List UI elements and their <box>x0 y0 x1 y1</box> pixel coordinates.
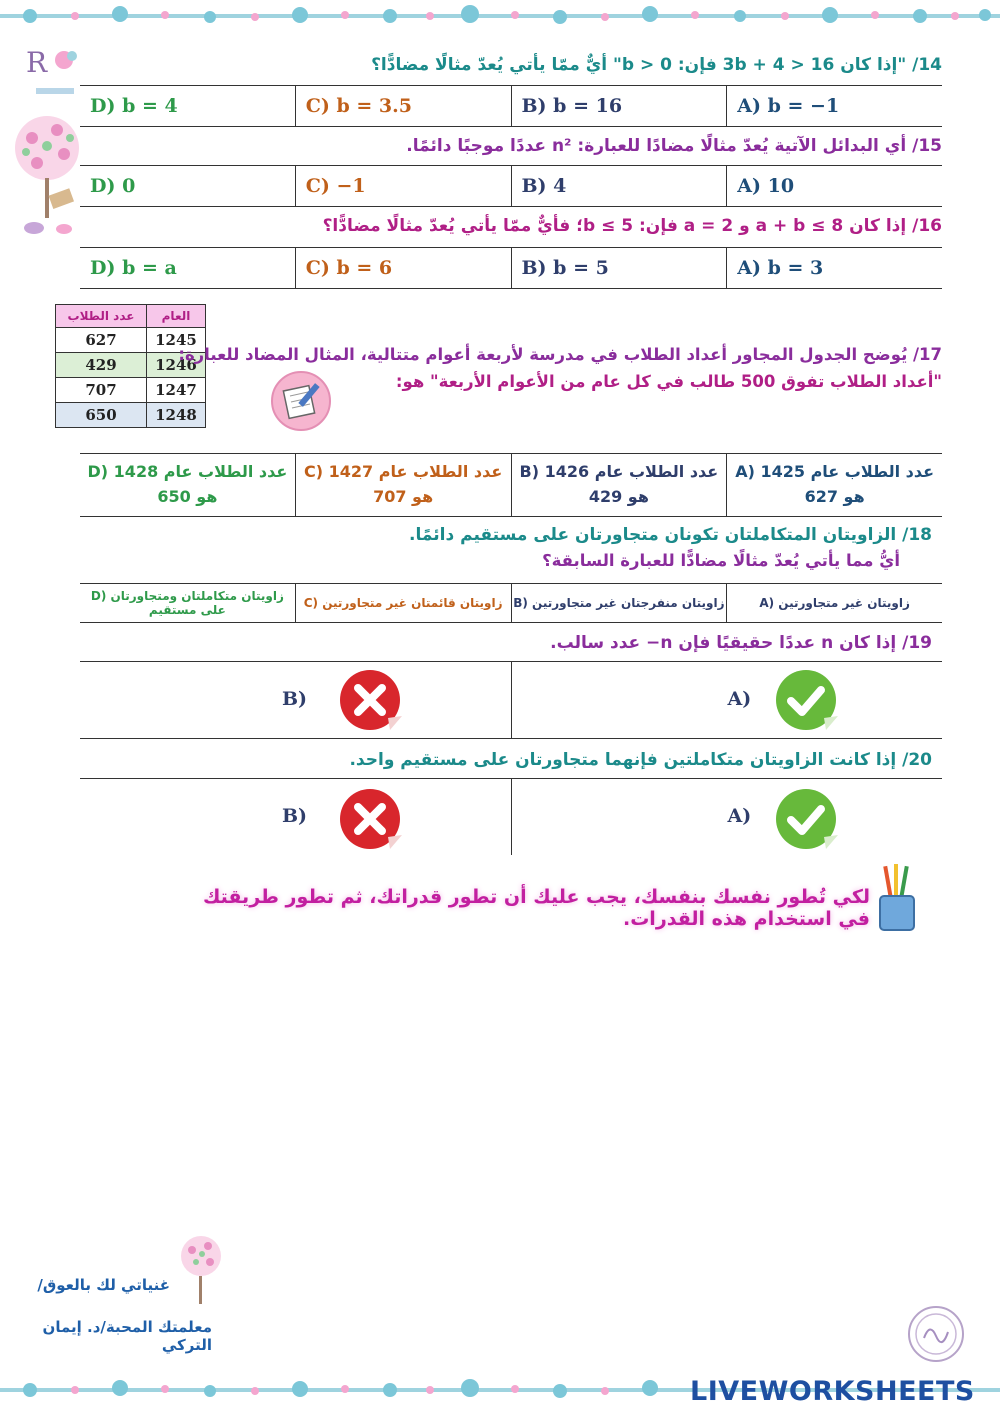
table-cell-count: 429 <box>56 353 147 378</box>
question-14-options <box>80 85 942 127</box>
q17-option-b-line1: عدد الطلاب عام 1426 (B <box>519 462 719 482</box>
q17-option-c-line1: عدد الطلاب عام 1427 (C <box>304 462 503 482</box>
q19-option-b-label: B) <box>282 688 308 710</box>
checkmark-icon <box>774 668 840 732</box>
q18-option-b[interactable]: زاويتان منفرجتان غير متجاورتين (B <box>511 584 727 622</box>
question-15-text: 15/ أي البدائل الآتية يُعدّ مثالًا مضادًا للعبارة: n² عددًا موجبًا دائمًا. <box>406 136 942 156</box>
cross-icon <box>338 787 404 851</box>
liveworksheets-brand[interactable] <box>690 1376 975 1407</box>
q17-option-d-line2: هو 650 <box>157 487 218 506</box>
pencil-cup-icon <box>872 862 922 934</box>
table-cell-year: 1245 <box>147 328 206 353</box>
question-17-line1: 17/ يُوضح الجدول المجاور أعداد الطلاب في مدرسة لأربعة أعوام متتالية، المثال المضاد للعبارة: <box>178 345 942 364</box>
q19-option-a[interactable] <box>512 662 943 738</box>
q20-option-a[interactable] <box>512 779 943 855</box>
cross-icon <box>338 668 404 732</box>
q17-option-d-line1: عدد الطلاب عام 1428 (D <box>87 462 288 482</box>
flower-tree-illustration <box>12 108 82 240</box>
q17-option-c[interactable] <box>295 454 511 516</box>
table-cell-year: 1248 <box>147 403 206 428</box>
question-17-options <box>80 453 942 517</box>
table-cell-year: 1247 <box>147 378 206 403</box>
motto-text: لكي تُطور نفسك بنفسك، يجب عليك أن تطور قدراتك، ثم تطور طريقتك في استخدام هذه القدرات. <box>202 886 870 930</box>
question-14-text: 14/ "إذا كان 16 < 4 + 3b فإن: b > 0" أيٌّ ممّا يأتي يُعدّ مثالًا مضادًّا؟ <box>371 55 942 75</box>
signature-line1: غنياتي لك بالعوق/ <box>37 1276 170 1294</box>
table-header-count: عدد الطلاب <box>56 305 147 328</box>
q19-option-a-label: A) <box>727 688 752 710</box>
small-flower-tree-illustration <box>176 1232 226 1312</box>
question-18-line1: 18/ الزاويتان المتكاملتان تكونان متجاورتان على مستقيم دائمًا. <box>409 525 932 545</box>
school-logo <box>22 44 82 100</box>
q17-option-a[interactable] <box>726 454 942 516</box>
table-cell-year: 1246 <box>147 353 206 378</box>
calligraphy-seal-icon <box>906 1304 966 1364</box>
table-row <box>56 378 206 403</box>
svg-text:R: R <box>26 46 48 79</box>
q17-option-b-line2: هو 429 <box>588 487 649 506</box>
q14-option-d[interactable]: D) b = 4 <box>90 95 178 117</box>
q15-option-d[interactable]: D) 0 <box>90 175 136 197</box>
q20-option-b[interactable] <box>80 779 512 855</box>
q15-option-a[interactable]: A) 10 <box>726 166 942 206</box>
question-19-options <box>80 661 942 739</box>
floral-border-icon <box>0 0 1000 34</box>
signature-line2: معلمتك المحبة/د. إيمان التركي <box>42 1318 212 1354</box>
q19-option-b[interactable] <box>80 662 512 738</box>
q14-option-a[interactable]: A) b = −1 <box>726 86 942 126</box>
question-17-line2: "أعداد الطلاب تفوق 500 طالب في كل عام من الأعوام الأربعة" هو: <box>395 372 942 391</box>
table-cell-count: 627 <box>56 328 147 353</box>
q20-option-b-label: B) <box>282 805 308 827</box>
q20-option-a-label: A) <box>727 805 752 827</box>
table-row <box>56 403 206 428</box>
q17-option-a-line1: عدد الطلاب عام 1425 (A <box>735 462 935 482</box>
question-18-line2: أيُّ مما يأتي يُعدّ مثالًا مضادًّا للعبارة السابقة؟ <box>542 551 900 570</box>
question-18-options <box>80 583 942 623</box>
question-19-text: 19/ إذا كان n عددًا حقيقيًا فإن n− عدد سالب. <box>550 633 932 653</box>
q14-option-c[interactable]: C) b = 3.5 <box>295 86 511 126</box>
q14-option-b[interactable]: B) b = 16 <box>511 86 727 126</box>
notepad-pencil-icon <box>270 370 332 432</box>
question-20-text: 20/ إذا كانت الزاويتان متكاملتين فإنهما متجاورتان على مستقيم واحد. <box>349 750 932 770</box>
table-cell-count: 650 <box>56 403 147 428</box>
q16-option-b[interactable]: B) b = 5 <box>511 248 727 288</box>
question-16-options <box>80 247 942 289</box>
q16-option-c[interactable]: C) b = 6 <box>295 248 511 288</box>
q15-option-c[interactable]: C) −1 <box>295 166 511 206</box>
q17-option-d[interactable] <box>80 454 295 516</box>
table-header-year: العام <box>147 305 206 328</box>
question-16-text: 16/ إذا كان a + b ≤ 8 و a = 2 فإن: b ≤ 5؛ فأيٌّ ممّا يأتي يُعدّ مثالًا مضادًّا؟ <box>322 216 942 236</box>
q17-option-c-line2: هو 707 <box>373 487 434 506</box>
table-cell-count: 707 <box>56 378 147 403</box>
q16-option-d[interactable]: D) b = a <box>90 257 177 279</box>
brand-text: LIVEWORKSHEETS <box>690 1376 975 1407</box>
students-table <box>55 304 206 428</box>
question-15-options <box>80 165 942 207</box>
q18-option-a[interactable]: زاويتان غير متجاورتين (A <box>726 584 942 622</box>
checkmark-icon <box>774 787 840 851</box>
q18-option-c[interactable]: زاويتان قائمتان غير متجاورتين (C <box>295 584 511 622</box>
question-20-options <box>80 778 942 855</box>
q17-option-b[interactable] <box>511 454 727 516</box>
q17-option-a-line2: هو 627 <box>804 487 865 506</box>
q15-option-b[interactable]: B) 4 <box>511 166 727 206</box>
decorative-top-border <box>0 0 1000 34</box>
q16-option-a[interactable]: A) b = 3 <box>726 248 942 288</box>
q18-option-d[interactable]: زاويتان متكاملتان ومتجاورتان (D على مستقيم <box>90 589 284 617</box>
